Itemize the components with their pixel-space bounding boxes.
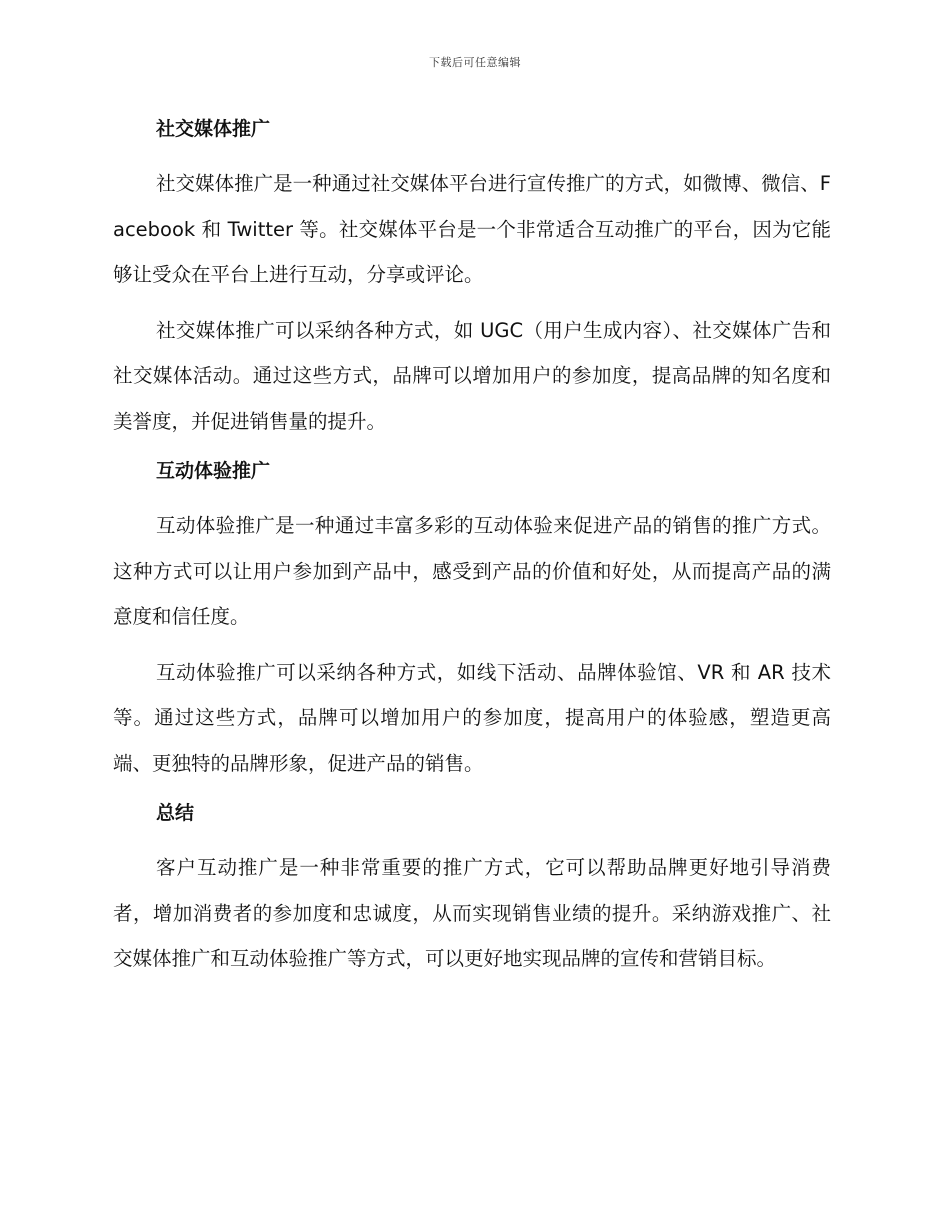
- document-body: [113, 112, 831, 992]
- section-social-media: [113, 112, 831, 444]
- paragraph: 互动体验推广是一种通过丰富多彩的互动体验来促进产品的销售的推广方式。这种方式可以让用户参加到产品中，感受到产品的价值和好处，从而提高产品的满意度和信任度。: [113, 514, 831, 628]
- section-heading: 社交媒体推广: [156, 118, 271, 140]
- section-summary: [113, 796, 831, 982]
- section-interactive-experience: [113, 454, 831, 786]
- paragraph: 社交媒体推广是一种通过社交媒体平台进行宣传推广的方式，如微博、微信、Facebook 和 Twitter 等。社交媒体平台是一个非常适合互动推广的平台，因为它能够让受众在平台上进行互动，分享或评论。: [113, 172, 831, 286]
- section-heading: 总结: [156, 802, 195, 824]
- paragraph: 社交媒体推广可以采纳各种方式，如 UGC（用户生成内容）、社交媒体广告和社交媒体活动。通过这些方式，品牌可以增加用户的参加度，提高品牌的知名度和美誉度，并促进销售量的提升。: [113, 318, 831, 433]
- paragraph: 互动体验推广可以采纳各种方式，如线下活动、品牌体验馆、VR 和 AR 技术等。通过这些方式，品牌可以增加用户的参加度，提高用户的体验感，塑造更高端、更独特的品牌形象，促进产品的销售。: [113, 660, 831, 775]
- page-header-note: 下载后可任意编辑: [429, 56, 521, 69]
- section-heading: 互动体验推广: [156, 460, 271, 482]
- paragraph: 客户互动推广是一种非常重要的推广方式，它可以帮助品牌更好地引导消费者，增加消费者的参加度和忠诚度，从而实现销售业绩的提升。采纳游戏推广、社交媒体推广和互动体验推广等方式，可以更好地实现品牌的宣传和营销目标。: [113, 856, 831, 970]
